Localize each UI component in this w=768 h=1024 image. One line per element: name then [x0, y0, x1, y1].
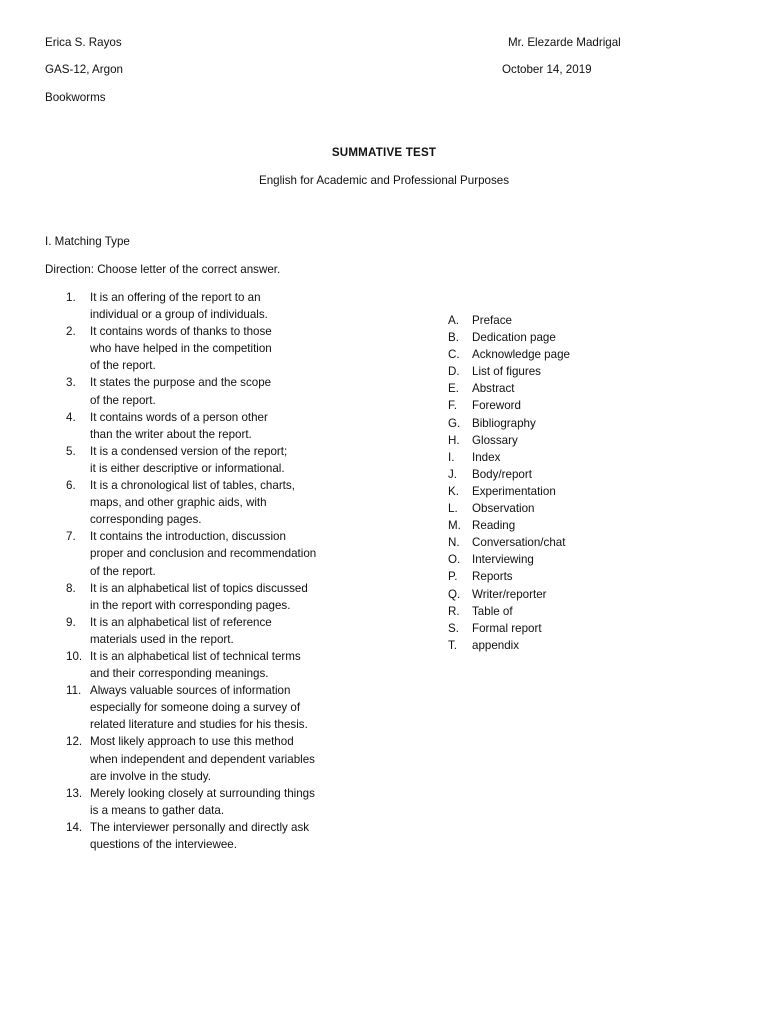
- choice-text: Formal report: [472, 621, 542, 635]
- choice-letter: F.: [448, 399, 458, 413]
- question-text: It contains the introduction, discussion proper and conclusion and recommendation of the report.: [90, 530, 317, 578]
- teacher-name: Mr. Elezarde Madrigal: [508, 36, 621, 49]
- choice-letter: B.: [448, 331, 459, 345]
- question-item: [66, 477, 386, 528]
- answer-choice: [448, 449, 570, 466]
- question-item: [66, 819, 386, 853]
- question-list: [66, 289, 386, 853]
- question-text: It contains words of a person other than the writer about the report.: [90, 410, 268, 441]
- test-date: October 14, 2019: [502, 63, 592, 76]
- question-number: 6.: [66, 479, 76, 493]
- choice-letter: O.: [448, 553, 461, 567]
- choice-text: Table of: [472, 604, 513, 618]
- question-item: [66, 580, 386, 614]
- page-title: SUMMATIVE TEST: [331, 146, 437, 159]
- question-number: 11.: [66, 684, 82, 698]
- answer-choice: [448, 551, 570, 568]
- question-number: 3.: [66, 376, 76, 390]
- answer-choice: [448, 397, 570, 414]
- answer-choice: [448, 620, 570, 637]
- choice-letter: G.: [448, 416, 461, 430]
- choice-text: Reports: [472, 570, 513, 584]
- choice-letter: T.: [448, 638, 458, 652]
- choice-letter: S.: [448, 621, 459, 635]
- question-number: 10.: [66, 649, 83, 663]
- answer-choice: [448, 363, 570, 380]
- question-number: 9.: [66, 615, 76, 629]
- choice-letter: A.: [448, 314, 459, 327]
- choice-text: Preface: [472, 314, 512, 327]
- choice-text: Experimentation: [472, 484, 556, 498]
- question-text: It is a chronological list of tables, charts, maps, and other graphic aids, with corresponding pages.: [90, 479, 295, 527]
- choice-text: Glossary: [472, 433, 518, 447]
- subject-subtitle: English for Academic and Professional Purposes: [258, 174, 510, 187]
- choice-letter: D.: [448, 365, 460, 379]
- question-item: [66, 443, 386, 477]
- choice-letter: R.: [448, 604, 460, 618]
- question-item: [66, 733, 386, 784]
- question-number: 4.: [66, 410, 76, 424]
- answer-choice: [448, 637, 570, 654]
- answer-choice: [448, 568, 570, 585]
- answer-choice: [448, 517, 570, 534]
- choice-letter: H.: [448, 433, 460, 447]
- answer-choice: [448, 312, 570, 329]
- answer-choice: [448, 534, 570, 551]
- question-text: It is an alphabetical list of technical terms and their corresponding meanings.: [90, 649, 301, 681]
- answer-choice-list: [448, 312, 570, 654]
- choice-text: Observation: [472, 502, 535, 516]
- answer-choice: [448, 603, 570, 620]
- question-number: 7.: [66, 530, 76, 544]
- choice-text: Abstract: [472, 382, 515, 396]
- student-section: GAS-12, Argon: [45, 63, 123, 76]
- question-text: The interviewer personally and directly ask questions of the interviewee.: [90, 820, 310, 851]
- choice-letter: K.: [448, 484, 459, 498]
- student-name: Erica S. Rayos: [45, 36, 122, 49]
- choice-letter: N.: [448, 536, 460, 550]
- question-item: [66, 409, 386, 443]
- question-number: 14.: [66, 820, 83, 834]
- choice-text: Bibliography: [472, 416, 536, 430]
- question-number: 2.: [66, 325, 76, 339]
- question-item: [66, 648, 386, 682]
- question-number: 13.: [66, 786, 83, 800]
- question-number: 8.: [66, 581, 76, 595]
- choice-text: Dedication page: [472, 331, 556, 345]
- question-text: Most likely approach to use this method when independent and dependent variables are involve in the study.: [90, 735, 315, 783]
- question-item: [66, 785, 386, 819]
- question-item: [66, 614, 386, 648]
- choice-text: Acknowledge page: [472, 348, 570, 362]
- choice-letter: C.: [448, 348, 460, 362]
- choice-text: Conversation/chat: [472, 536, 566, 550]
- question-text: Merely looking closely at surrounding things is a means to gather data.: [90, 786, 315, 817]
- answer-choice: [448, 329, 570, 346]
- answer-choice: [448, 466, 570, 483]
- answer-choice: [448, 415, 570, 432]
- question-item: [66, 289, 386, 323]
- question-text: It is an offering of the report to an individual or a group of individuals.: [90, 291, 268, 322]
- choice-text: Body/report: [472, 467, 532, 481]
- question-item: [66, 682, 386, 733]
- question-text: It is an alphabetical list of reference materials used in the report.: [90, 615, 272, 646]
- student-group: Bookworms: [45, 91, 106, 104]
- choice-text: appendix: [472, 638, 520, 652]
- choice-text: Interviewing: [472, 553, 534, 567]
- question-item: [66, 528, 386, 579]
- question-number: 5.: [66, 444, 76, 458]
- choice-text: Writer/reporter: [472, 587, 547, 601]
- choice-letter: M.: [448, 519, 461, 533]
- choice-letter: E.: [448, 382, 459, 396]
- direction-text: Direction: Choose letter of the correct answer.: [45, 263, 281, 276]
- answer-choice: [448, 586, 570, 603]
- choice-letter: I.: [448, 450, 455, 464]
- choice-text: Reading: [472, 519, 516, 533]
- question-text: Always valuable sources of information especially for someone doing a survey of related literature and studies for his thesis.: [90, 684, 308, 732]
- answer-choice: [448, 432, 570, 449]
- question-number: 12.: [66, 735, 83, 749]
- question-item: [66, 323, 386, 374]
- choice-text: Index: [472, 450, 501, 464]
- question-text: It contains words of thanks to those who have helped in the competition of the report.: [90, 325, 272, 373]
- question-number: 1.: [66, 291, 76, 304]
- question-item: [66, 374, 386, 408]
- choice-letter: Q.: [448, 587, 461, 601]
- choice-letter: L.: [448, 502, 458, 516]
- section-heading: I. Matching Type: [45, 235, 130, 248]
- question-text: It states the purpose and the scope of the report.: [90, 376, 272, 407]
- choice-text: Foreword: [472, 399, 521, 413]
- answer-choice: [448, 500, 570, 517]
- choice-text: List of figures: [472, 365, 541, 379]
- choice-letter: J.: [448, 467, 458, 481]
- answer-choice: [448, 346, 570, 363]
- choice-letter: P.: [448, 570, 458, 584]
- question-text: It is a condensed version of the report; it is either descriptive or informational.: [90, 444, 288, 475]
- answer-choice: [448, 483, 570, 500]
- answer-choice: [448, 380, 570, 397]
- question-text: It is an alphabetical list of topics discussed in the report with corresponding pages.: [90, 581, 308, 612]
